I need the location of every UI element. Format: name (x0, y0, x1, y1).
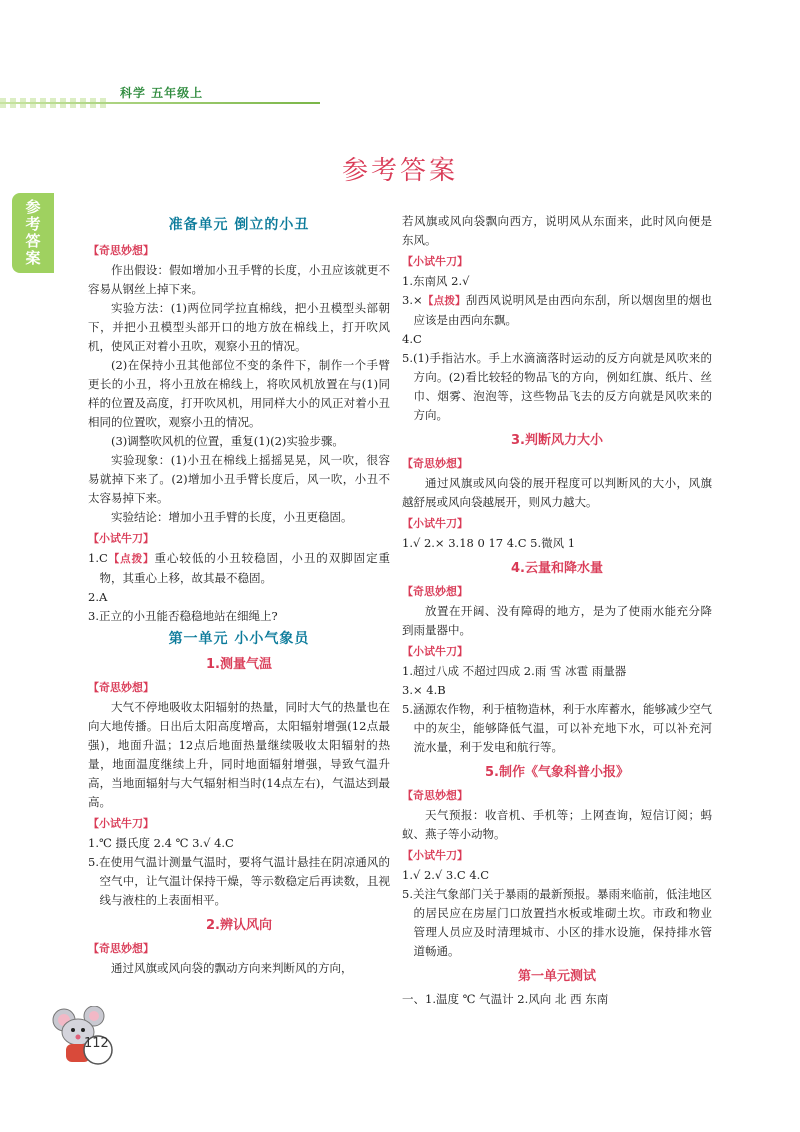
answer-item: 1.℃ 摄氏度 2.4 ℃ 3.√ 4.C (88, 836, 234, 850)
section-title: 5.制作《气象科普小报》 (485, 765, 629, 780)
answer-item (88, 549, 390, 588)
section-tag: 【奇思妙想】 (88, 942, 154, 955)
answer-paragraph: 放置在开阔、没有障碍的地方，是为了使雨水能充分降到雨量器中。 (402, 604, 712, 637)
answer-text: 刮西风说明风是由西向东刮，所以烟囱里的烟也应该是由西向东飘。 (413, 293, 713, 327)
hint-tag: 【点拨】 (422, 295, 466, 307)
side-tab (12, 193, 54, 273)
header-rule (0, 102, 320, 104)
right-column (402, 212, 712, 1009)
section-tag: 【奇思妙想】 (402, 457, 468, 470)
section-title: 2.辨认风向 (206, 918, 272, 933)
hint-tag: 【点拨】 (107, 553, 155, 565)
unit-title: 第一单元 小小气象员 (168, 631, 310, 647)
answer-paragraph: 通过风旗或风向袋的展开程度可以判断风的大小，风旗越舒展或风向袋越展开，则风力越大。 (402, 476, 712, 509)
answer-paragraph: 大气不停地吸收太阳辐射的热量，同时大气的热量也在向大地传播。日出后太阳高度增高，太阳辐射增强(12点最强)，地面升温；12点后地面热量继续吸收太阳辐射的热量，地面温度继续上升，同时地面辐射增强，导致气温升高，当地面辐射与大气辐射相当时(14点左右)，气温达到最高。 (88, 700, 390, 809)
answer-paragraph: 作出假设：假如增加小丑手臂的长度，小丑应该就更不容易从钢丝上掉下来。 (88, 263, 390, 296)
answer-paragraph: 天气预报：收音机、手机等；上网查询，短信订阅；蚂蚁、燕子等小动物。 (402, 808, 712, 841)
answer-item: 一、1.温度 ℃ 气温计 2.风向 北 西 东南 (402, 992, 609, 1006)
answer-item: 1.东南风 2.√ (402, 274, 470, 288)
section-tag: 【奇思妙想】 (88, 244, 154, 257)
section-tag: 【小试牛刀】 (88, 532, 154, 545)
answer-item: 1.超过八成 不超过四成 2.雨 雪 冰雹 雨量器 (402, 664, 627, 678)
side-tab-label: 参考答案 (25, 198, 41, 267)
answer-item: 5.在使用气温计测量气温时，要将气温计悬挂在阴凉通风的空气中，让气温计保持干燥，等示数稳定后再读数，且视线与液柱的上表面相平。 (88, 855, 390, 907)
header-label: 科学 五年级上 (120, 86, 204, 100)
section-tag: 【小试牛刀】 (402, 849, 468, 862)
answer-item: 5.(1)手指沾水。手上水滴滴落时运动的反方向就是风吹来的方向。(2)看比较轻的物品飞的方向，例如红旗、纸片、丝巾、烟雾、泡泡等，这些物品飞去的反方向就是风吹来的方向。 (402, 351, 712, 422)
section-title: 1.测量气温 (206, 657, 272, 672)
answer-number: 3.× (402, 293, 423, 307)
answer-item: 3.正立的小丑能否稳稳地站在细绳上? (88, 609, 278, 623)
section-tag: 【奇思妙想】 (402, 585, 468, 598)
answer-paragraph: 若风旗或风向袋飘向西方，说明风从东面来，此时风向便是东风。 (402, 214, 712, 247)
answer-paragraph: (2)在保持小丑其他部位不变的条件下，制作一个手臂更长的小丑，将小丑放在棉线上，将吹风机放置在与(1)同样的位置及高度，打开吹风机，用同样大小的风正对着小丑相同的位置吹，观察小丑的情况。 (88, 358, 390, 429)
answer-item: 1.√ 2.√ 3.C 4.C (402, 868, 490, 882)
section-title: 4.云量和降水量 (511, 561, 603, 576)
section-tag: 【小试牛刀】 (402, 517, 468, 530)
page-header (0, 86, 320, 100)
answer-item: 3.× 4.B (402, 683, 446, 697)
section-tag: 【奇思妙想】 (88, 681, 154, 694)
answer-item: 1.√ 2.× 3.18 0 17 4.C 5.微风 1 (402, 536, 576, 550)
answer-number: 1.C (88, 551, 108, 565)
unit-title: 准备单元 倒立的小丑 (168, 217, 310, 233)
answer-item: 5.涵源农作物，利于植物造林，利于水库蓄水，能够减少空气中的灰尘，能够降低气温，可以补充地下水，可以补充河流水量，利于发电和航行等。 (402, 702, 712, 754)
answer-item: 5.关注气象部门关于暴雨的最新预报。暴雨来临前，低洼地区的居民应在房屋门口放置挡水板或堆砌土坎。市政和物业管理人员应及时清理城市、小区的排水设施，保持排水管道畅通。 (402, 887, 712, 958)
section-title: 第一单元测试 (517, 969, 596, 984)
left-column (88, 212, 390, 978)
section-tag: 【奇思妙想】 (402, 789, 468, 802)
page-title: 参考答案 (341, 156, 458, 186)
section-tag: 【小试牛刀】 (402, 645, 468, 658)
section-tag: 【小试牛刀】 (88, 817, 154, 830)
page-number: 112 (84, 1036, 109, 1051)
answer-text: 重心较低的小丑较稳固，小丑的双脚固定重物，其重心上移，故其最不稳固。 (99, 551, 391, 585)
answer-paragraph: 实验现象：(1)小丑在棉线上摇摇晃晃，风一吹，很容易就掉下来了。(2)增加小丑手臂长度后，风一吹，小丑不太容易掉下来。 (88, 453, 390, 505)
answer-item: 2.A (88, 590, 108, 604)
answer-paragraph: 通过风旗或风向袋的飘动方向来判断风的方向， (111, 961, 353, 975)
answer-paragraph: 实验方法：(1)两位同学拉直棉线，把小丑模型头部朝下，并把小丑模型头部开口的地方放在棉线上，打开吹风机，使风正对着小丑吹，观察小丑的情况。 (88, 301, 390, 353)
section-tag: 【小试牛刀】 (402, 255, 468, 268)
answer-item: 4.C (402, 332, 422, 346)
section-title: 3.判断风力大小 (511, 433, 603, 448)
answer-item (402, 291, 712, 330)
answer-paragraph: 实验结论：增加小丑手臂的长度，小丑更稳固。 (111, 510, 353, 524)
answer-paragraph: (3)调整吹风机的位置，重复(1)(2)实验步骤。 (111, 434, 344, 448)
